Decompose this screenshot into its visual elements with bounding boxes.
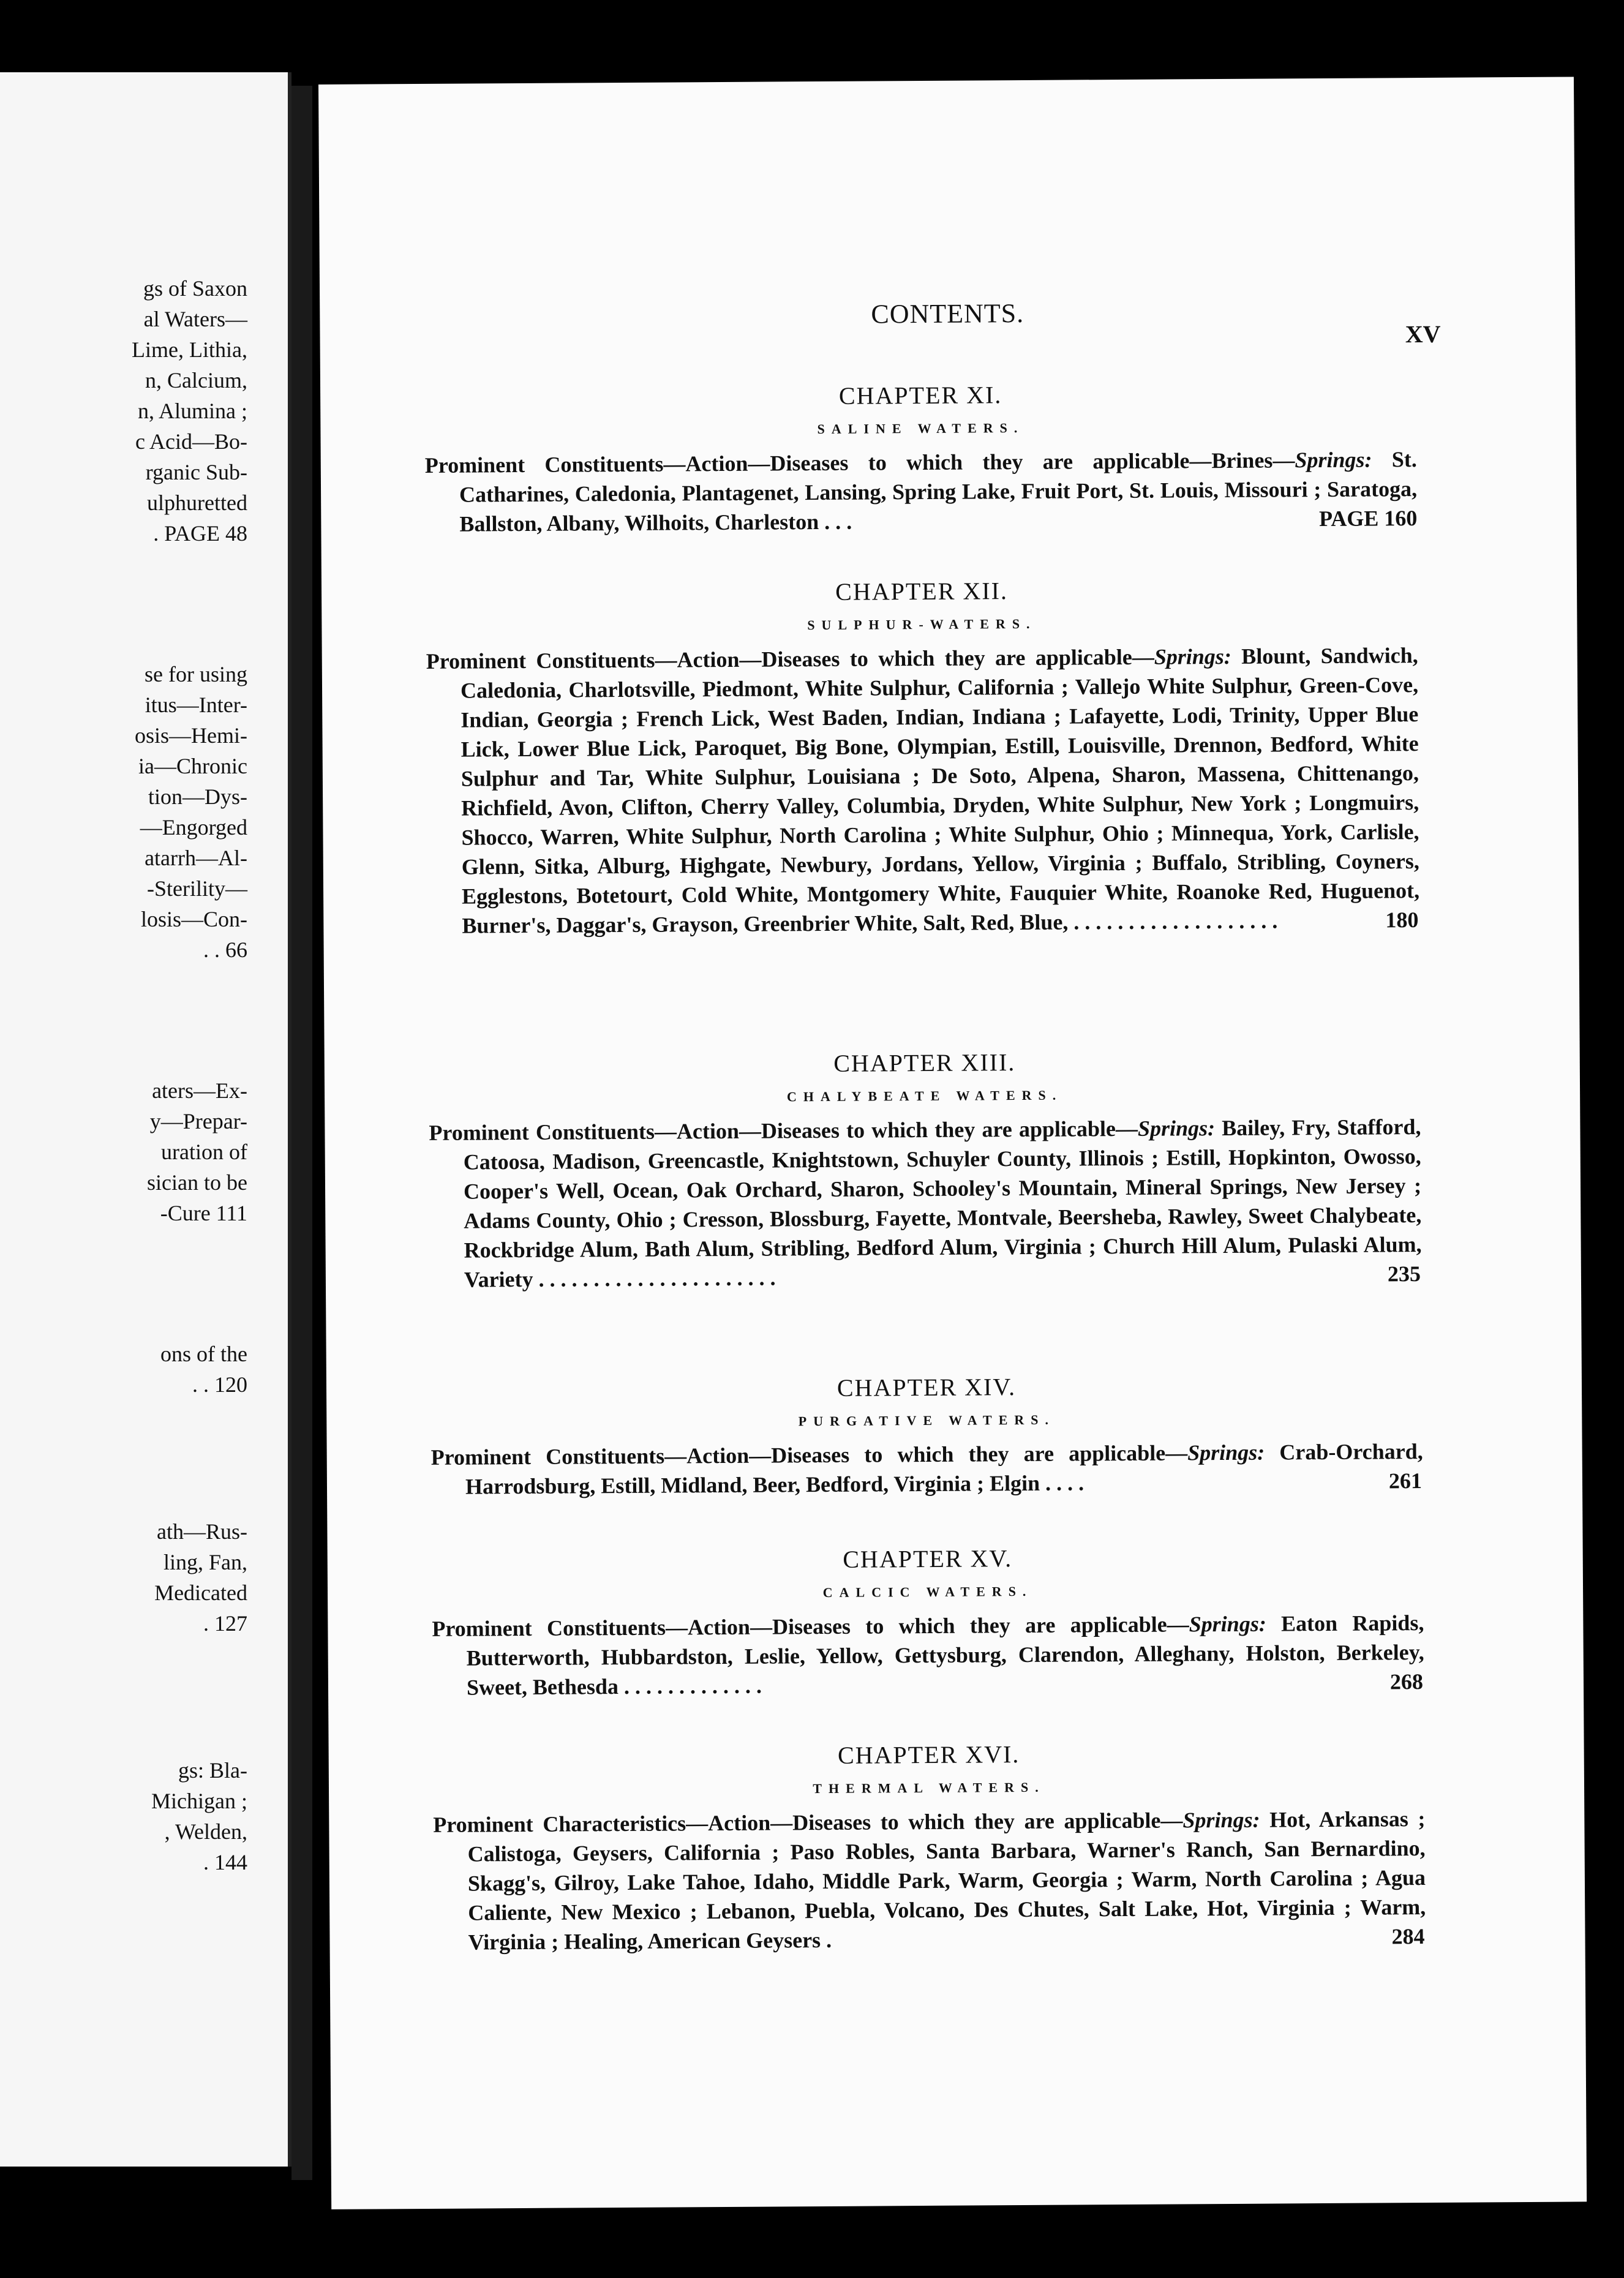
book-gutter: [291, 86, 312, 2180]
left-page-line: losis—Con-: [140, 907, 247, 931]
springs-label: Springs:: [1154, 644, 1231, 669]
left-page-line: ling, Fan,: [163, 1550, 247, 1574]
springs-label: Springs:: [1137, 1116, 1216, 1141]
chapter-summary: [433, 1804, 1426, 1957]
left-page-line: Medicated: [154, 1581, 247, 1605]
left-page-line: y—Prepar-: [149, 1109, 247, 1133]
page-title: CONTENTS.: [871, 298, 1024, 329]
left-page-line: sician to be: [147, 1170, 247, 1195]
left-page-line: n, Calcium,: [145, 368, 247, 393]
summary-lead: Prominent Constituents—Action—Diseases to which they are applicable—: [430, 1440, 1188, 1470]
chapter-xv: [432, 1541, 1425, 1702]
left-page-line: gs of Saxon: [143, 276, 247, 301]
left-page-line: osis—Hemi-: [135, 723, 247, 748]
summary-lead: Prominent Constituents—Action—Diseases to which they are applicable—: [429, 1116, 1138, 1145]
summary-lead: Prominent Characteristics—Action—Diseases to which they are applicable—: [433, 1808, 1183, 1837]
chapter-subtitle: SALINE WATERS.: [817, 419, 1024, 437]
left-page-line: itus—Inter-: [145, 693, 247, 717]
chapter-page: PAGE 160: [1318, 506, 1418, 532]
chapter-subtitle: CALCIC WATERS.: [822, 1583, 1033, 1601]
chapter-summary: [426, 641, 1420, 941]
summary-lead: Prominent Constituents—Action—Diseases to which they are applicable—: [432, 1612, 1189, 1641]
chapter-subtitle: PURGATIVE WATERS.: [798, 1412, 1056, 1429]
chapter-xi: [424, 378, 1418, 539]
summary-text: Hot, Arkansas ; Calistoga, Geysers, California ; Paso Robles, Santa Barbara, Warner's Ranch, San Bernardino, Skagg's, Gilroy, Lake Tahoe, Idaho, Middle Park, Warm, Georgia ; Warm, North Carolina ; Agua Caliente, New Mexico ; Lebanon, Puebla, Volcano, Des Chutes, Salt Lake, Hot, Virginia ; Warm, Virginia ; Healing, American Geysers .: [467, 1806, 1426, 1955]
chapter-title: CHAPTER XVI.: [837, 1740, 1020, 1769]
summary-text: Crab-Orchard, Harrodsburg, Estill, Midland, Beer, Bedford, Virginia ; Elgin . . . .: [465, 1439, 1423, 1499]
springs-label: Springs:: [1182, 1807, 1260, 1833]
springs-label: Springs:: [1189, 1611, 1266, 1637]
left-page-line: . . 120: [192, 1372, 247, 1397]
springs-label: Springs:: [1295, 447, 1372, 473]
left-page-line: uration of: [161, 1140, 247, 1164]
chapter-summary: [429, 1112, 1422, 1295]
chapter-title: CHAPTER XIII.: [833, 1048, 1016, 1077]
right-page: [318, 77, 1587, 2209]
summary-text: Blount, Sandwich, Caledonia, Charlotsville, Piedmont, White Sulphur, California ; Vallejo White Sulphur, Green-Cove, Indian, Georgia ; French Lick, West Baden, Indian, Indiana ; Lafayette, Lodi, Trinity, Upper Blue Lick, Lower Blue Lick, Paroquet, Big Bone, Olympian, Estill, Louisville, Drennon, Bedford, White Sulphur and Tar, White Sulphur, Louisiana ; De Soto, Alpena, Sharon, Massena, Chittenango, Richfield, Avon, Clifton, Cherry Valley, Columbia, Dryden, White Sulphur, New York ; Longmuirs, Shocco, Warren, White Sulphur, North Carolina ; White Sulphur, Ohio ; Minnequa, York, Carlisle, Glenn, Sitka, Alburg, Highgate, Newbury, Jordans, Yellow, Virginia ; Buffalo, Stribling, Coyners, Egglestons, Botetourt, Cold White, Montgomery White, Fauquier White, Roanoke Red, Huguenot, Burner's, Daggar's, Grayson, Greenbrier White, Salt, Red, Blue, . . . . . . . . . . . . . . . . . . .: [460, 643, 1420, 938]
left-page-line: , Welden,: [164, 1819, 247, 1844]
summary-text: Bailey, Fry, Stafford, Catoosa, Madison, Greencastle, Knightstown, Schuyler County, Illinois ; Estill, Hopkinton, Owosso, Cooper's Well, Ocean, Oak Orchard, Sharon, Schooley's Mountain, Mineral Springs, New Jersey ; Adams County, Ohio ; Cresson, Blossburg, Fayette, Montvale, Beersheba, Rawley, Sweet Chalybeate, Rockbridge Alum, Bath Alum, Stribling, Bedford Alum, Virginia ; Church Hill Alum, Pulaski Alum, Variety . . . . . . . . . . . . . . . . . . . . . .: [463, 1115, 1422, 1292]
left-page-line: ath—Rus-: [157, 1519, 247, 1544]
left-page-line: . . 66: [203, 938, 247, 962]
left-page-line: . 127: [203, 1611, 247, 1636]
chapter-subtitle: SULPHUR-WATERS.: [807, 615, 1037, 633]
left-page-line: -Sterility—: [147, 876, 247, 901]
summary-lead: Prominent Constituents—Action—Diseases to which they are applicable—Brines—: [424, 448, 1295, 478]
left-page-line: c Acid—Bo-: [135, 429, 247, 454]
chapter-title: CHAPTER XV.: [843, 1544, 1013, 1573]
chapter-summary: [431, 1437, 1424, 1502]
chapter-xii: [426, 574, 1420, 941]
chapter-xiii: [429, 1045, 1422, 1295]
left-page-line: atarrh—Al-: [145, 846, 247, 870]
chapter-title: CHAPTER XII.: [835, 577, 1009, 606]
summary-lead: Prominent Constituents—Action—Diseases to which they are applicable—: [426, 644, 1154, 674]
left-page-line: Lime, Lithia,: [132, 337, 247, 362]
summary-text: St. Catharines, Caledonia, Plantagenet, Lansing, Spring Lake, Fruit Port, St. Louis, Missouri ; Saratoga, Ballston, Albany, Wilhoits, Charleston . . .: [459, 447, 1418, 536]
left-page-line: ia—Chronic: [138, 754, 247, 778]
left-page-fragment: [0, 72, 291, 2167]
left-page-line: ons of the: [160, 1342, 247, 1366]
left-page-line: . PAGE 48: [153, 521, 247, 546]
left-page-line: rganic Sub-: [145, 460, 247, 484]
left-page-line: —Engorged: [140, 815, 247, 840]
left-page-line: al Waters—: [143, 307, 247, 331]
chapter-title: CHAPTER XIV.: [836, 1373, 1017, 1402]
left-page-line: aters—Ex-: [152, 1078, 247, 1103]
chapter-subtitle: CHALYBEATE WATERS.: [786, 1087, 1063, 1105]
left-page-line: se for using: [145, 662, 247, 686]
left-page-line: gs: Bla-: [178, 1758, 247, 1783]
chapter-xiv: [430, 1370, 1423, 1502]
left-page-line: . 144: [203, 1850, 247, 1874]
summary-text: Eaton Rapids, Butterworth, Hubbardston, Leslie, Yellow, Gettysburg, Clarendon, Alleghany, Holston, Berkeley, Sweet, Bethesda . . . . . . . . . . . . .: [466, 1611, 1424, 1700]
chapter-summary: [432, 1608, 1424, 1702]
left-page-line: ulphuretted: [147, 491, 247, 515]
chapter-subtitle: THERMAL WATERS.: [813, 1779, 1045, 1797]
left-page-line: Michigan ;: [151, 1789, 247, 1813]
chapter-summary: [425, 445, 1418, 539]
left-page-line: -Cure 111: [160, 1201, 247, 1225]
chapter-title: CHAPTER XI.: [838, 381, 1002, 410]
left-page-line: n, Alumina ;: [138, 399, 247, 423]
springs-label: Springs:: [1187, 1440, 1265, 1465]
chapter-xvi: [433, 1737, 1426, 1957]
page-number: XV: [1405, 320, 1441, 348]
left-page-line: tion—Dys-: [148, 784, 247, 809]
